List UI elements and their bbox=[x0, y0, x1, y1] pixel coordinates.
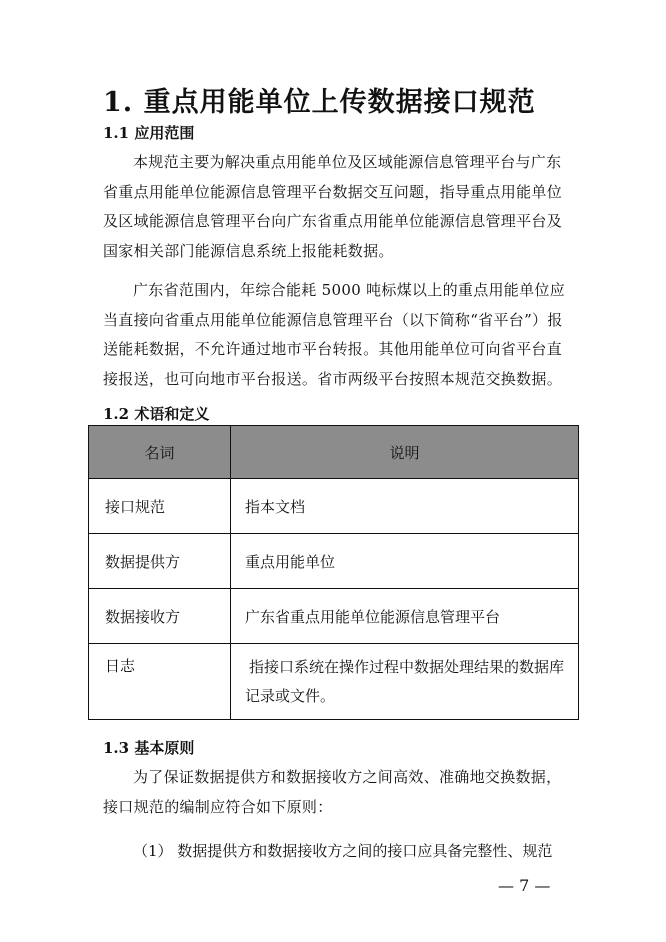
principles-paragraph: 为了保证数据提供方和数据接收方之间高效、准确地交换数据，接口规范的编制应符合如下原则： bbox=[103, 768, 562, 816]
table-header-description: 说明 bbox=[231, 426, 579, 479]
table-cell-description: 重点用能单位 bbox=[231, 534, 579, 589]
table-cell-term: 接口规范 bbox=[89, 479, 231, 534]
table-header-term: 名词 bbox=[89, 426, 231, 479]
table-cell-description: 指本文档 bbox=[231, 479, 579, 534]
scope-paragraph-1: 本规范主要为解决重点用能单位及区域能源信息管理平台与广东省重点用能单位能源信息管理平台数据交互问题，指导重点用能单位及区域能源信息管理平台向广东省重点用能单位能源信息管理平台及国家相关部门能源信息系统上报能耗数据。 bbox=[103, 153, 563, 260]
table-cell-description: 广东省重点用能单位能源信息管理平台 bbox=[231, 589, 579, 644]
table-row bbox=[89, 534, 579, 589]
table-cell-term: 数据提供方 bbox=[89, 534, 231, 589]
section-heading-terms: 1.2 术语和定义 bbox=[103, 405, 210, 423]
table-cell-description: 指接口系统在操作过程中数据处理结果的数据库记录或文件。 bbox=[231, 644, 579, 720]
section-heading-principles: 1.3 基本原则 bbox=[103, 739, 195, 757]
table-cell-term: 数据接收方 bbox=[89, 589, 231, 644]
principles-item-1: （1） 数据提供方和数据接收方之间的接口应具备完整性、规范 bbox=[133, 842, 553, 860]
scope-paragraph-2: 广东省范围内，年综合能耗 5000 吨标煤以上的重点用能单位应当直接向省重点用能单位能源信息管理平台（以下简称“省平台”）报送能耗数据，不允许通过地市平台转报。其他用能单位可向省平台直接报送，也可向地市平台报送。省市两级平台按照本规范交换数据。 bbox=[103, 281, 566, 388]
table-cell-term: 日志 bbox=[89, 644, 231, 720]
page-number: — 7 — bbox=[498, 876, 551, 895]
terms-table bbox=[88, 425, 579, 720]
table-row bbox=[89, 589, 579, 644]
table-header-row bbox=[89, 426, 579, 479]
section-heading-scope: 1.1 应用范围 bbox=[103, 124, 195, 142]
table-row bbox=[89, 644, 579, 720]
document-title: 1. 重点用能单位上传数据接口规范 bbox=[103, 87, 536, 118]
table-row bbox=[89, 479, 579, 534]
